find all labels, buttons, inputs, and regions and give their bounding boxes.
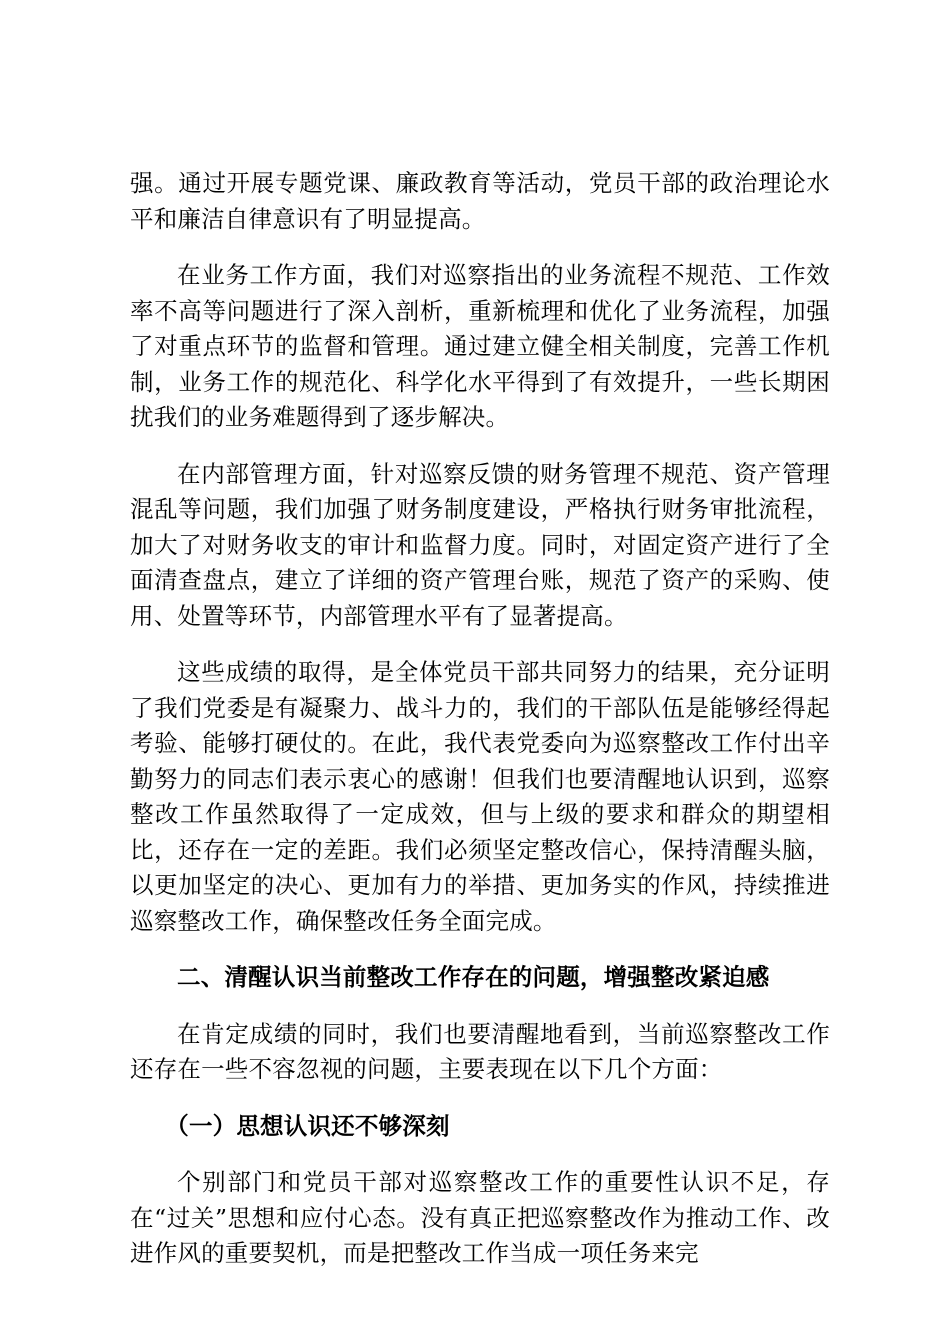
section-heading-2: 二、清醒认识当前整改工作存在的问题，增强整改紧迫感 [177,963,770,991]
paragraph-problems-intro: 在肯定成绩的同时，我们也要清醒地看到，当前巡察整改工作还存在一些不容忽视的问题，主要表现在以下几个方面： [130,1019,830,1083]
paragraph-internal-management: 在内部管理方面，针对巡察反馈的财务管理不规范、资产管理混乱等问题，我们加强了财务制度建设，严格执行财务审批流程，加大了对财务收支的审计和监督力度。同时，对固定资产进行了全面清查盘点，建立了详细的资产管理台账，规范了资产的采购、使用、处置等环节，内部管理水平有了显著提高。 [130,459,830,630]
paragraph-political-education: 强。通过开展专题党课、廉政教育等活动，党员干部的政治理论水平和廉洁自律意识有了明显提高。 [130,169,830,233]
document-page [130,166,830,1293]
paragraph-business-work: 在业务工作方面，我们对巡察指出的业务流程不规范、工作效率不高等问题进行了深入剖析，重新梳理和优化了业务流程，加强了对重点环节的监督和管理。通过建立健全相关制度，完善工作机制，业务工作的规范化、科学化水平得到了有效提升，一些长期困扰我们的业务难题得到了逐步解决。 [130,261,830,431]
subsection-heading-1: （一）思想认识还不够深刻 [165,1111,450,1140]
paragraph-achievements: 这些成绩的取得，是全体党员干部共同努力的结果，充分证明了我们党委是有凝聚力、战斗力的，我们的干部队伍是能够经得起考验、能够打硬仗的。在此，我代表党委向为巡察整改工作付出辛勤努力的同志们表示衷心的感谢！但我们也要清醒地认识到，巡察整改工作虽然取得了一定成效，但与上级的要求和群众的期望相比，还存在一定的差距。我们必须坚定整改信心，保持清醒头脑，以更加坚定的决心、更加有力的举措、更加务实的作风，持续推进巡察整改工作，确保整改任务全面完成。 [130,658,830,935]
paragraph-ideological-awareness: 个别部门和党员干部对巡察整改工作的重要性认识不足，存在“过关”思想和应付心态。没有真正把巡察整改作为推动工作、改进作风的重要契机，而是把整改工作当成一项任务来完 [130,1168,830,1267]
